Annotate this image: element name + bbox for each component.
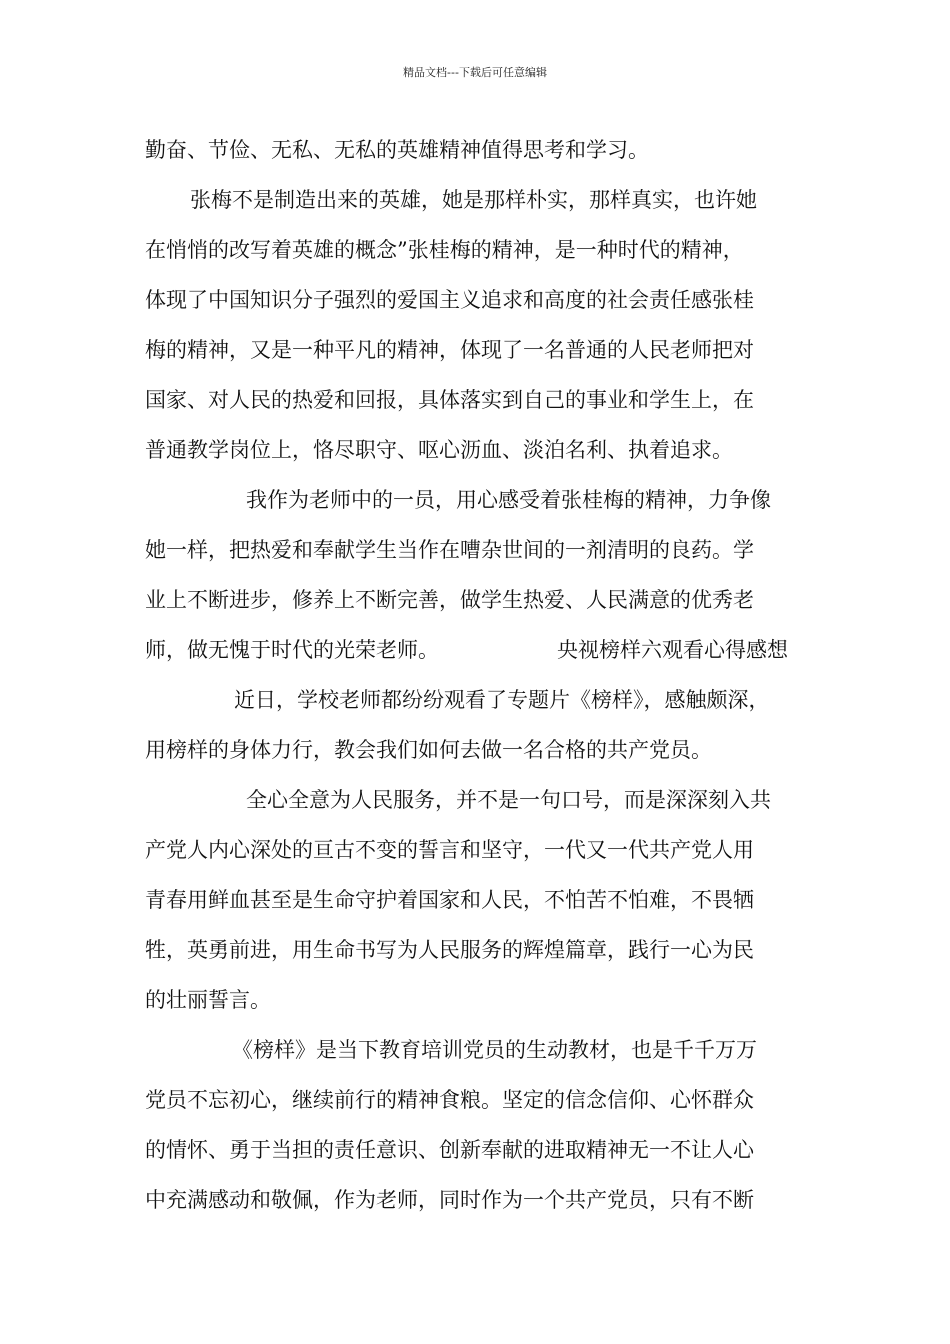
- text-line: 的壮丽誓言。: [145, 988, 271, 1012]
- text-line: 党员不忘初心，继续前行的精神食粮。坚定的信念信仰、心怀群众: [145, 1088, 754, 1112]
- text-line: 体现了中国知识分子强烈的爱国主义追求和高度的社会责任感张桂: [145, 288, 754, 312]
- text-line: 勤奋、节俭、无私、无私的英雄精神值得思考和学习。: [145, 138, 649, 162]
- text-line: 普通教学岗位上，恪尽职守、呕心沥血、淡泊名利、执着追求。: [145, 438, 733, 462]
- text-line: 她一样，把热爱和奉献学生当作在嘈杂世间的一剂清明的良药。学: [145, 538, 754, 562]
- text-line: 业上不断进步，修养上不断完善，做学生热爱、人民满意的优秀老: [145, 588, 754, 612]
- text-line: 牲，英勇前进，用生命书写为人民服务的辉煌篇章，践行一心为民: [145, 938, 754, 962]
- text-line: 中充满感动和敬佩，作为老师，同时作为一个共产党员，只有不断: [145, 1188, 754, 1212]
- text-line: 全心全意为人民服务，并不是一句口号，而是深深刻入共: [246, 788, 771, 812]
- text-line: 青春用鲜血甚至是生命守护着国家和人民，不怕苦不怕难，不畏牺: [145, 888, 754, 912]
- text-line: 梅的精神，又是一种平凡的精神，体现了一名普通的人民老师把对: [145, 338, 754, 362]
- text-line: 张梅不是制造出来的英雄，她是那样朴实，那样真实，也许她: [190, 188, 757, 212]
- text-line: 《榜样》是当下教育培训党员的生动教材，也是千千万万: [232, 1038, 757, 1062]
- text-line: 在悄悄的改写着英雄的概念”张桂梅的精神，是一种时代的精神，: [145, 238, 744, 262]
- text-line: 产党人内心深处的亘古不变的誓言和坚守，一代又一代共产党人用: [145, 838, 754, 862]
- section-title: 央视榜样六观看心得感想: [557, 638, 788, 662]
- text-line: 我作为老师中的一员，用心感受着张桂梅的精神，力争像: [246, 488, 771, 512]
- text-line: 用榜样的身体力行，教会我们如何去做一名合格的共产党员。: [145, 738, 712, 762]
- text-line: 国家、对人民的热爱和回报，具体落实到自己的事业和学生上，在: [145, 388, 754, 412]
- page-header: 精品文档---下载后可任意编辑: [403, 66, 547, 79]
- text-line: 的情怀、勇于当担的责任意识、创新奉献的进取精神无一不让人心: [145, 1138, 754, 1162]
- text-line: 师，做无愧于时代的光荣老师。: [145, 638, 439, 662]
- text-line: 近日，学校老师都纷纷观看了专题片《榜样》，感触颇深，: [234, 688, 770, 712]
